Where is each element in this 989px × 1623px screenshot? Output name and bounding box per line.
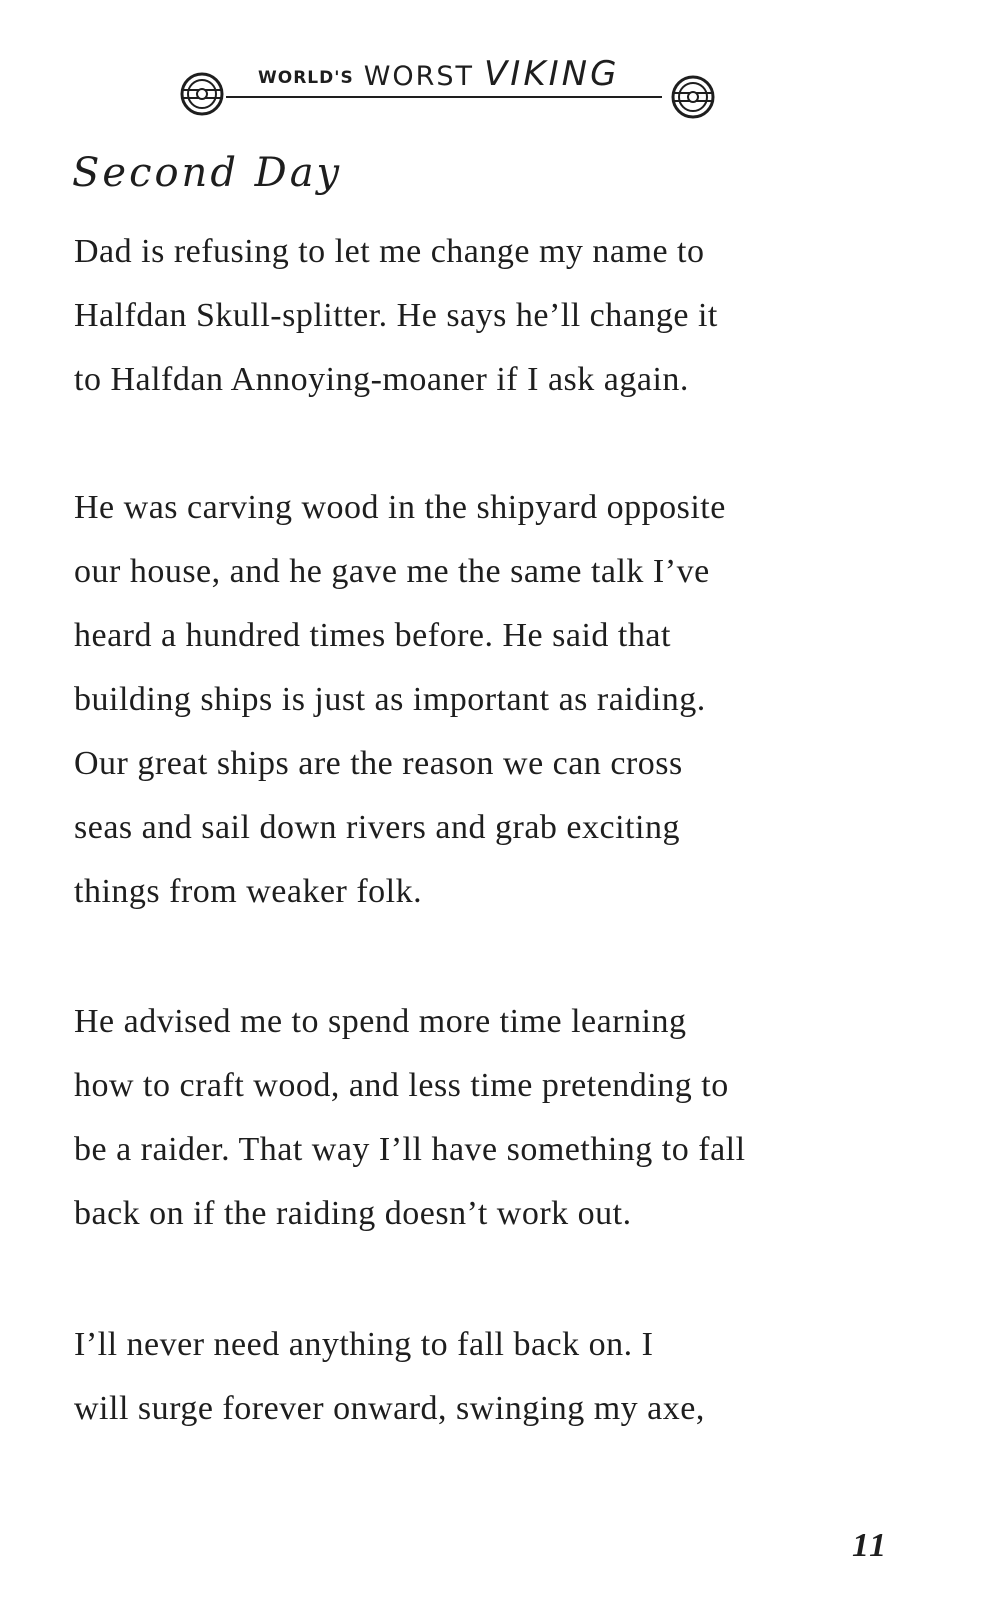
text-line: He was carving wood in the shipyard opposite	[74, 489, 726, 526]
text-line: to Halfdan Annoying-moaner if I ask again.	[74, 361, 689, 398]
book-title	[258, 50, 619, 94]
title-viking: VIKING	[484, 54, 620, 94]
paragraph	[74, 220, 904, 412]
round-shield-icon	[671, 75, 715, 119]
paragraph	[74, 990, 904, 1246]
title-worlds: WORLD'S	[258, 68, 354, 88]
paragraph	[74, 476, 904, 924]
text-line: building ships is just as important as raiding.	[74, 681, 706, 718]
text-line: back on if the raiding doesn’t work out.	[74, 1195, 632, 1232]
text-line: our house, and he gave me the same talk I’ve	[74, 553, 710, 590]
text-line: Our great ships are the reason we can cross	[74, 745, 683, 782]
text-line: I’ll never need anything to fall back on. I	[74, 1326, 654, 1363]
text-line: He advised me to spend more time learning	[74, 1003, 687, 1040]
running-header	[180, 50, 715, 130]
text-line: heard a hundred times before. He said that	[74, 617, 671, 654]
text-line: Dad is refusing to let me change my name to	[74, 233, 705, 270]
text-line: things from weaker folk.	[74, 873, 423, 910]
text-line: will surge forever onward, swinging my axe,	[74, 1390, 705, 1427]
paragraph	[74, 1313, 904, 1441]
text-line: how to craft wood, and less time pretending to	[74, 1067, 729, 1104]
page-number: 11	[852, 1527, 889, 1564]
text-line: Halfdan Skull-splitter. He says he’ll change it	[74, 297, 718, 334]
round-shield-icon	[180, 72, 224, 116]
text-line: be a raider. That way I’ll have something to fall	[74, 1131, 746, 1168]
title-worst: WORST	[363, 61, 475, 92]
chapter-heading: Second Day	[72, 150, 343, 196]
header-rule	[226, 96, 662, 98]
text-line: seas and sail down rivers and grab exciting	[74, 809, 680, 846]
